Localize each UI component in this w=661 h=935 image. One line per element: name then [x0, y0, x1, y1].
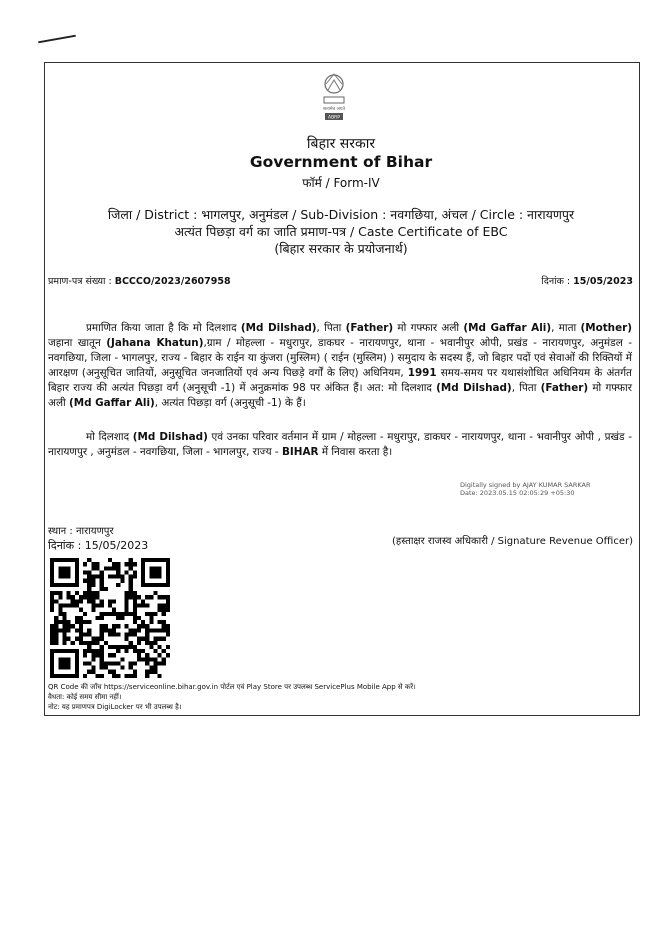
p1-father-name-en: (Md Gaffar Ali) — [463, 322, 552, 334]
certificate-date — [541, 274, 633, 287]
gov-hindi: बिहार सरकार — [306, 136, 376, 152]
cert-no-value: BCCCO/2023/2607958 — [114, 276, 231, 287]
p1-mother-name-en: (Jahana Khatun) — [106, 337, 204, 349]
p1-text: , पिता — [511, 382, 541, 394]
p1-mother-en: (Mother) — [580, 322, 632, 334]
date-label: दिनांक : — [541, 276, 571, 287]
p1-text: प्रमाणित किया जाता है कि मो दिलशाद — [86, 322, 241, 334]
digital-sign-date: Date: 2023.05.15 02:05:29 +05:30 — [460, 489, 575, 497]
p1-text: , पिता — [316, 322, 346, 334]
cert-no-label: प्रमाण-पत्र संख्या : — [48, 276, 112, 287]
state-emblem-icon — [317, 70, 351, 122]
p1-text: ,ग्राम / मोहल्ला - मधुरापुर, डाकघर - नारायणपुर, थाना - भवानीपुर ओपी, प्रखंड - नारायणपुर, अनुमंडल - नवगछिया, जिला - भागलपुर, राज्य - बिहार के राईन या कुंजरा (मुस्लिम) ( राईन (मुस्लिम) ) समुदाय के सदस्य हैं, जो बिहार पदों एवं सेवाओं की रिक्तियों में आरक्षण (अनुसूचित जातियों, अनुसूचित जनजातियों एवं अन्य पिछड़े वर्गों के लिए) अधिनियम, — [48, 337, 632, 379]
p1-text: समय-समय पर यथासंशोधित अधिनियम के अंतर्गत बिहार राज्य की अत्यंत पिछड़ा वर्ग (अनुसूची -1) में अनुक्रमांक 98 पर अंकित हैं। अत: मो दिलशाद — [48, 367, 632, 394]
p1-text: , माता — [551, 322, 581, 334]
certificate-title: अत्यंत पिछड़ा वर्ग का जाति प्रमाण-पत्र / Caste Certificate of EBC — [174, 224, 508, 239]
qr-code — [50, 558, 170, 678]
p1-text: मो गफ्फार अली — [393, 322, 464, 334]
p1-father-en: (Father) — [345, 322, 394, 334]
p2-name-en: (Md Dilshad) — [132, 431, 208, 443]
qr-note: QR Code की जाँच https://serviceonline.bihar.gov.in पोर्टल एवं Play Store पर उपलब्ध ServicePlus Mobile App से करें। — [48, 683, 416, 691]
p2-text: में निवास करता है। — [318, 446, 393, 458]
signature-label: (हस्ताक्षर राजस्व अधिकारी / Signature Revenue Officer) — [392, 536, 633, 547]
place-line: स्थान : नारायणपुर — [48, 526, 114, 537]
emblem-badge: ABRP — [327, 115, 341, 121]
p2-state-en: BIHAR — [281, 446, 319, 458]
gov-english: Government of Bihar — [249, 153, 433, 171]
emblem-caption: सत्यमेव जयते — [322, 107, 346, 112]
validity-note: वैधता: कोई समय सीमा नहीं। — [48, 693, 122, 701]
p1-text: मो गफ्फार अली — [48, 382, 632, 409]
certificate-number — [48, 274, 231, 287]
date-value: 15/05/2023 — [573, 276, 633, 287]
p1-text: जहाना खातून — [48, 337, 107, 349]
p2-text: एवं उनका परिवार वर्तमान में ग्राम / मोहल्ला - मधुरापुर, डाकघर - नारायणपुर, थाना - भवानीपुर ओपी , प्रखंड - नारायणपुर , अनुमंडल - नवगछिया, जिला - भागलपुर, राज्य - — [48, 431, 632, 458]
digilocker-note: नोट: यह प्रमाणपत्र DigiLocker पर भी उपलब्ध है। — [48, 703, 182, 711]
p1-act-year: 1991 — [407, 367, 437, 379]
p1-text: , अत्यंत पिछड़ा वर्ग (अनुसूची -1) के हैं। — [154, 397, 306, 409]
digital-signer: Digitally signed by AJAY KUMAR SARKAR — [460, 481, 591, 489]
digital-signature — [460, 481, 640, 497]
p1-father-en: (Father) — [540, 382, 589, 394]
p1-name-en: (Md Dilshad) — [240, 322, 317, 334]
p1-father-name-en: (Md Gaffar Ali) — [68, 397, 155, 409]
admin-line: जिला / District : भागलपुर, अनुमंडल / Sub-Division : नवगछिया, अंचल / Circle : नारायणपुर — [107, 207, 575, 222]
form-number: फॉर्म / Form-IV — [302, 176, 380, 190]
p2-text: मो दिलशाद — [86, 431, 133, 443]
issue-date-line: दिनांक : 15/05/2023 — [48, 539, 149, 552]
p1-name-en: (Md Dilshad) — [436, 382, 512, 394]
certification-paragraph — [48, 321, 632, 411]
purpose-line: (बिहार सरकार के प्रयोजनार्थ) — [274, 241, 408, 256]
pen-stroke-mark — [38, 35, 76, 44]
residence-paragraph — [48, 430, 632, 460]
